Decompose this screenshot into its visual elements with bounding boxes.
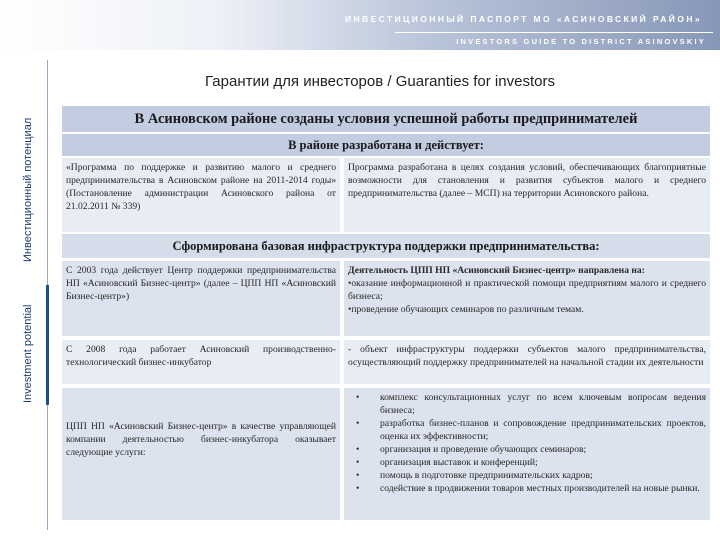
program-goal-cell: Программа разработана в целях создания условий, обеспечивающих благоприятные возможности для становления и развития субъектов малого и среднего предпринимательства (далее – МСП) на территории Асиновского района. — [344, 158, 710, 232]
incubator-cell: С 2008 года работает Асиновский производственно-технологический бизнес-инкубатор — [62, 340, 340, 384]
banner-divider — [395, 32, 713, 33]
activity-item: •проведение обучающих семинаров по различным темам. — [348, 304, 584, 315]
activity-title: Деятельность ЦПП НП «Асиновский Бизнес-центр» направлена на: — [348, 265, 645, 276]
service-item: • комплекс консультационных услуг по всем ключевым вопросам ведения бизнеса; — [348, 391, 706, 417]
services-list — [348, 391, 706, 495]
programs-heading: В районе разработана и действует: — [62, 134, 710, 156]
side-label-en: Investment potential — [22, 304, 34, 403]
service-item: • помощь в подготовке предпринимательских кадров; — [348, 469, 706, 482]
side-label-ru: Инвестиционный потенциал — [22, 117, 34, 262]
incubator-description-cell: - объект инфраструктуры поддержки субъектов малого предпринимательства, осуществляющий поддержку предпринимателей на начальной стадии их деятельности — [344, 340, 710, 384]
program-name-cell: «Программа по поддержке и развитию малого и среднего предпринимательства в Асиновском районе на 2011-2014 годы» (Постановление администрации Асиновского района от 21.02.2011 № 339) — [62, 158, 340, 232]
top-banner — [0, 0, 720, 50]
business-center-activity-cell — [344, 261, 710, 336]
services-intro-cell: ЦПП НП «Асиновский Бизнес-центр» в качестве управляющей компании деятельностью бизнес-инкубатора оказывает следующие услуги: — [62, 388, 340, 520]
activity-item: •оказание информационной и практической помощи предприятиям малого и среднего бизнеса; — [348, 278, 706, 302]
services-list-cell — [344, 388, 710, 520]
banner-title-ru: ИНВЕСТИЦИОННЫЙ ПАСПОРТ МО «АСИНОВСКИЙ РАЙОН» — [345, 14, 702, 24]
business-center-cell: С 2003 года действует Центр поддержки предпринимательства НП «Асиновский Бизнес-центр» (далее – ЦПП НП «Асиновский Бизнес-центр») — [62, 261, 340, 336]
banner-title-en: INVESTORS GUIDE TO DISTRICT ASINOVSKIY — [456, 37, 706, 46]
service-item: • организация и проведение обучающих семинаров; — [348, 443, 706, 456]
service-item: • разработка бизнес-планов и сопровождение предпринимательских проектов, оценка их эффективности; — [348, 417, 706, 443]
infrastructure-heading: Сформирована базовая инфраструктура поддержки предпринимательства: — [62, 234, 710, 258]
side-accent-bar — [46, 285, 49, 405]
service-item: • организация выставок и конференций; — [348, 456, 706, 469]
service-item: • содействие в продвижении товаров местных производителей на новые рынки. — [348, 482, 706, 495]
main-heading: В Асиновском районе созданы условия успешной работы предпринимателей — [62, 106, 710, 132]
page-title: Гарантии для инвесторов / Guaranties for investors — [205, 73, 555, 90]
